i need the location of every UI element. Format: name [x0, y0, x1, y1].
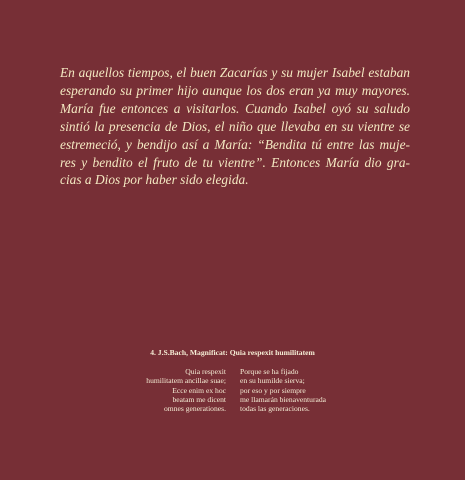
narrative-line: En aquellos tiempos, el buen Zacarías y su mujer Isabel estaban — [60, 65, 410, 80]
spanish-lyric-line: Porque se ha fijado — [240, 367, 299, 376]
narrative-line: estremeció, y bendijo así a María: “Bendita tú entre las muje- — [60, 136, 410, 152]
latin-lyric-line: Quia respexit — [185, 367, 226, 376]
latin-lyric-line: beatam me dicent — [172, 394, 226, 404]
narrative-line: María fue entonces a visitarlos. Cuando Isabel oyó su saludo — [60, 100, 410, 116]
spanish-lyric-line: por eso y por siempre — [240, 385, 306, 395]
narrative-line: esperando su primer hijo aunque los dos eran ya muy mayores. — [60, 82, 410, 98]
narrative-line: cias a Dios por haber sido elegida. — [60, 172, 249, 188]
spanish-lyric-line: todas las generaciones. — [240, 404, 310, 414]
spanish-lyrics-column — [240, 367, 326, 413]
spanish-lyric-line: en su humilde sierva; — [240, 376, 305, 386]
latin-lyrics-column — [146, 367, 226, 413]
narrative-paragraph — [60, 64, 410, 189]
piece-title: 4. J.S.Bach, Magnificat: Quia respexit humilitatem — [150, 348, 315, 357]
spanish-lyric-line: me llamarán bienaventurada — [240, 394, 327, 404]
latin-lyric-line: omnes generationes. — [164, 404, 226, 414]
narrative-line: res y bendito el fruto de tu vientre”. Entonces María dio gra- — [60, 154, 410, 170]
latin-lyric-line: humilitatem ancillae suae; — [146, 376, 226, 386]
latin-lyric-line: Ecce enim ex hoc — [172, 385, 226, 395]
narrative-line: sintió la presencia de Dios, el niño que llevaba en su vientre se — [60, 118, 410, 134]
